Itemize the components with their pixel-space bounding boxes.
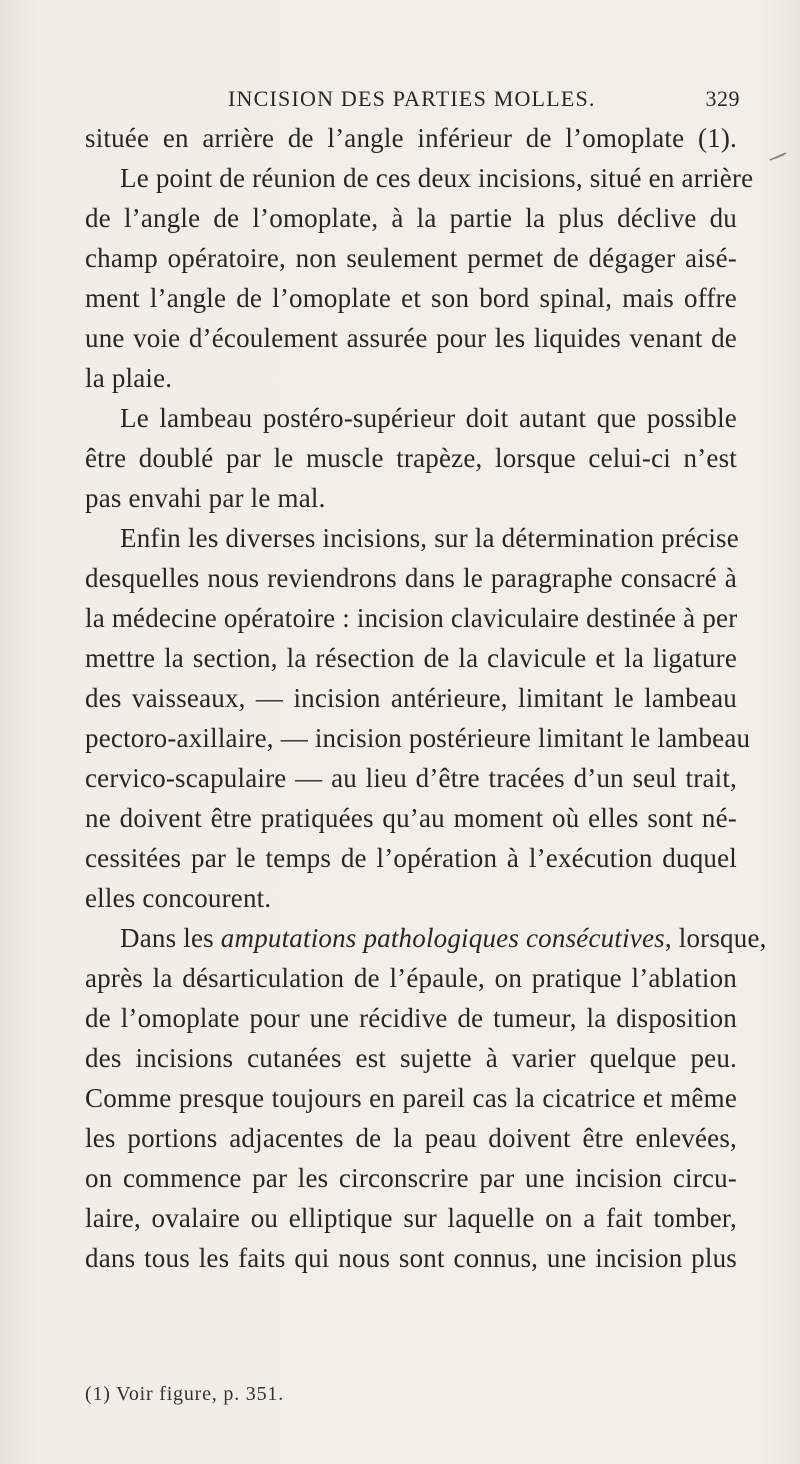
text-line: la plaie. <box>85 363 173 393</box>
text-line: les portions adjacentes de la peau doivent être enlevées, <box>85 1123 737 1153</box>
text-line: champ opératoire, non seulement permet de dégager aisé- <box>85 243 737 273</box>
text-line: être doublé par le muscle trapèze, lorsque celui-ci n’est <box>85 443 737 473</box>
text-line: ne doivent être pratiquées qu’au moment où elles sont né- <box>85 803 737 833</box>
text-run: Dans les <box>120 923 221 953</box>
text-line: elles concourent. <box>85 883 272 913</box>
text-line: mettre la section, la résection de la clavicule et la ligature <box>85 643 737 673</box>
running-head <box>0 78 800 118</box>
text-line: située en arrière de l’angle inférieur de l’omoplate (1). <box>85 123 737 153</box>
text-line: la médecine opératoire : incision claviculaire destinée à per <box>85 603 738 633</box>
running-title: INCISION DES PARTIES MOLLES. <box>228 86 596 111</box>
text-line: de l’omoplate pour une récidive de tumeur, la disposition <box>85 1003 737 1033</box>
text-line: Enfin les diverses incisions, sur la détermination précise <box>120 523 739 553</box>
text-line: ment l’angle de l’omoplate et son bord spinal, mais offre <box>85 283 737 313</box>
text-line: cessitées par le temps de l’opération à l’exécution duquel <box>85 843 737 873</box>
text-line: de l’angle de l’omoplate, à la partie la plus déclive du <box>85 203 737 233</box>
text-line: des incisions cutanées est sujette à varier quelque peu. <box>85 1043 737 1073</box>
text-line: cervico-scapulaire — au lieu d’être tracées d’un seul trait, <box>85 763 737 793</box>
footnote: (1) Voir figure, p. 351. <box>85 1383 284 1405</box>
text-line: des vaisseaux, — incision antérieure, limitant le lambeau <box>85 683 737 713</box>
text-run: , lorsque, <box>664 923 767 953</box>
text-line: desquelles nous reviendrons dans le paragraphe consacré à <box>85 563 737 593</box>
text-line: Comme presque toujours en pareil cas la cicatrice et même <box>85 1083 737 1113</box>
text-line: pectoro-axillaire, — incision postérieure limitant le lambeau <box>85 723 751 753</box>
text-line: dans tous les faits qui nous sont connus, une incision plus <box>85 1243 737 1273</box>
text-line: Le point de réunion de ces deux incisions, situé en arrière <box>120 163 754 193</box>
text-line: pas envahi par le mal. <box>85 483 326 513</box>
text-line: une voie d’écoulement assurée pour les liquides venant de <box>85 323 737 353</box>
page-number: 329 <box>705 86 740 111</box>
text-line: Le lambeau postéro-supérieur doit autant que possible <box>120 403 737 433</box>
text-line: laire, ovalaire ou elliptique sur laquelle on a fait tomber, <box>85 1203 737 1233</box>
text-line: on commence par les circonscrire par une incision circu- <box>85 1163 737 1193</box>
text-line: après la désarticulation de l’épaule, on pratique l’ablation <box>85 963 737 993</box>
italic-phrase: amputations pathologiques consécutives <box>220 923 665 953</box>
body-text <box>0 118 800 1348</box>
text-line-mixed <box>120 918 767 958</box>
